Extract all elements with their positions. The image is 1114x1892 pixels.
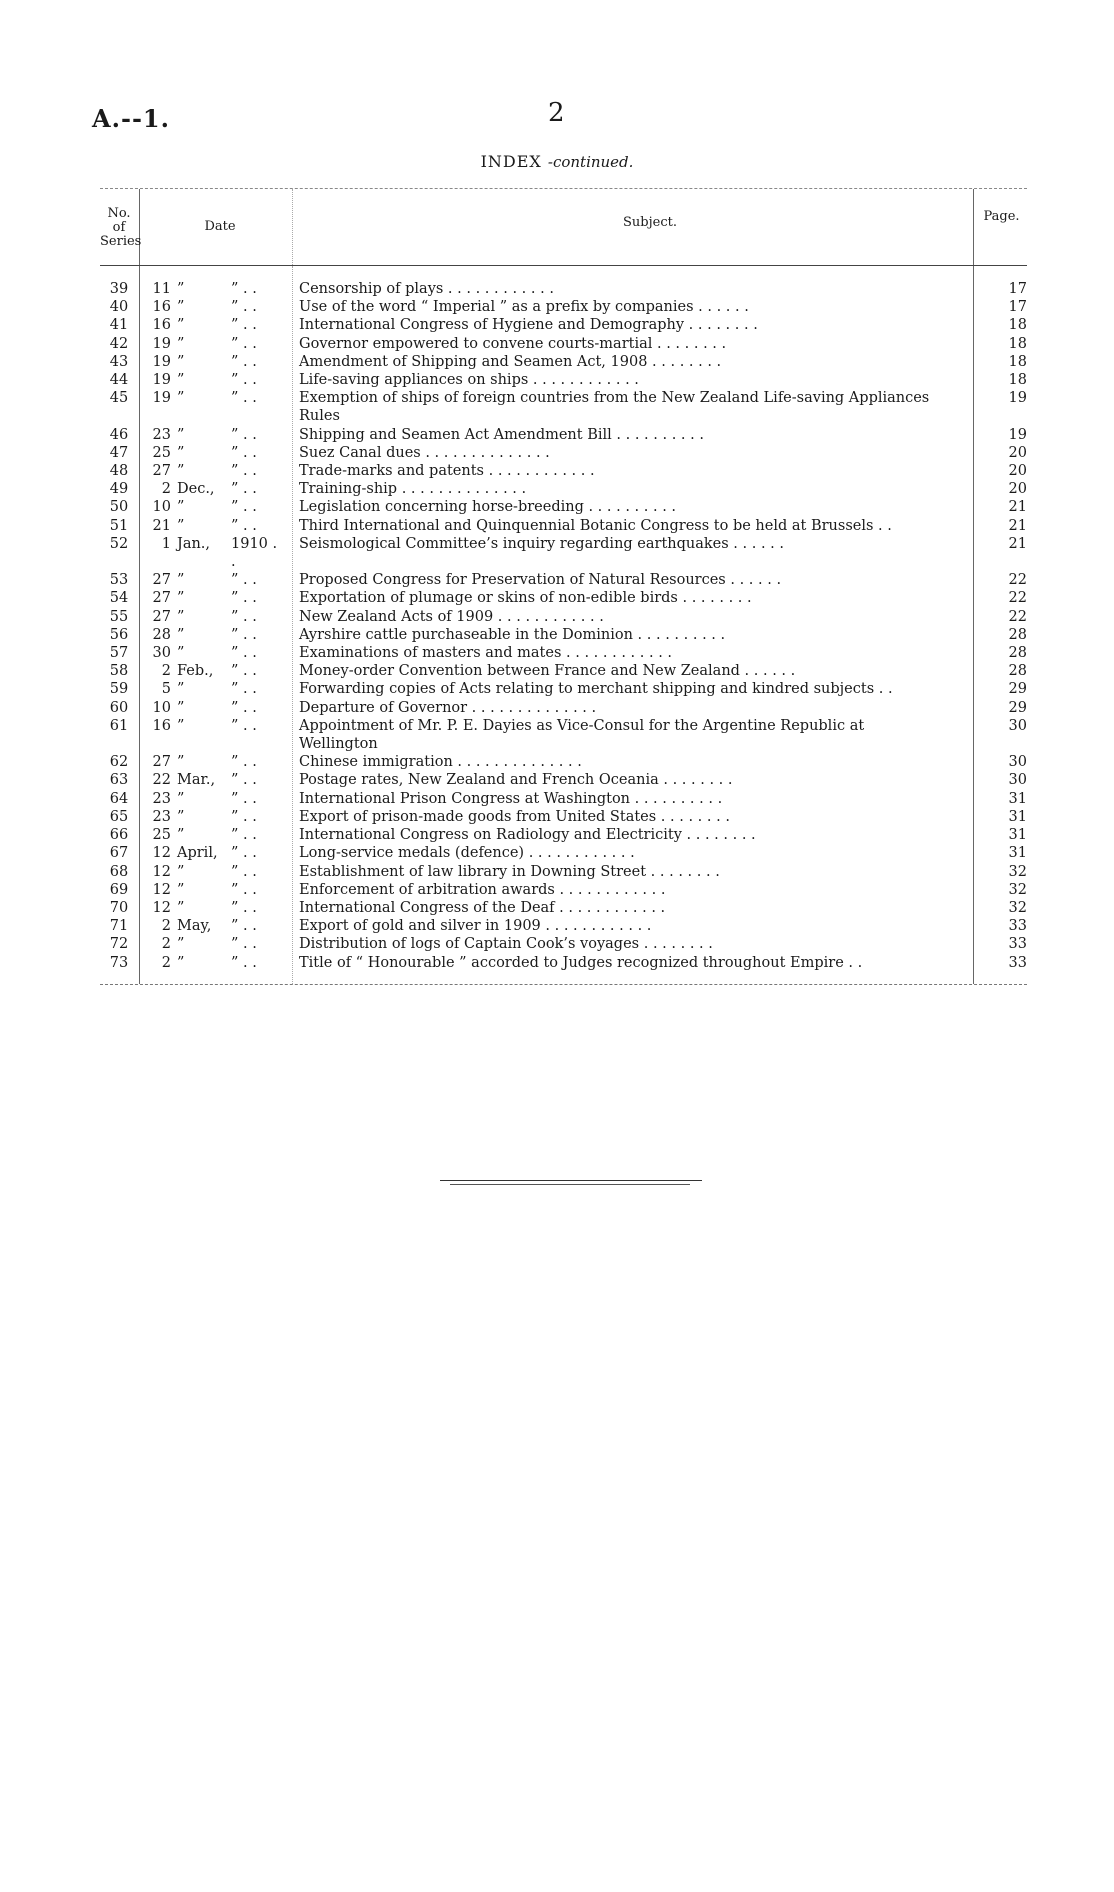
date-day: 23 [152,426,171,443]
page-ref: 21 [1008,499,1027,516]
table-row [100,535,1027,571]
table-body [100,266,1027,985]
subject-text: Proposed Congress for Preservation of Natural Resources . . . . . . [299,572,782,589]
date-month: ” [177,626,185,643]
series-number: 43 [109,353,129,370]
page-ref: 20 [1008,444,1027,461]
date-month: ” [177,645,185,662]
column-divider [139,189,140,265]
subject-text: Postage rates, New Zealand and French Oceania . . . . . . . . [299,772,733,789]
date-year: ” . . [231,936,257,953]
date-month [175,735,231,753]
date-year: ” . . [231,808,257,825]
series-number: 50 [109,499,129,516]
subject-text: International Congress of Hygiene and Demography . . . . . . . . [299,317,758,334]
date-day [146,735,175,753]
date-year: ” . . [231,645,257,662]
date-year: ” . . [231,499,257,516]
page-ref: 20 [1008,463,1027,480]
date-day: 27 [152,608,171,625]
table-row [100,426,1027,444]
page-ref: 18 [1008,372,1027,389]
date-day: 21 [152,517,171,534]
header-no-line: No. [107,206,131,221]
date-month: ” [177,281,185,297]
series-number: 62 [109,754,129,771]
subject-text: Censorship of plays . . . . . . . . . . . . [299,281,554,297]
page-ref: 17 [1008,281,1027,297]
page-ref: 18 [1008,335,1027,352]
date-day: 25 [152,827,171,844]
date-month: ” [177,299,185,316]
date-day: 19 [152,353,171,370]
table-row [100,498,1027,516]
date-month: ” [177,717,185,734]
date-year: ” . . [231,918,257,935]
date-day: 5 [161,681,171,698]
subject-text: Appointment of Mr. P. E. Dayies as Vice-Consul for the Argentine Republic at [299,717,865,734]
date-month: ” [177,863,185,880]
series-number: 73 [109,954,129,971]
subject-text: Departure of Governor . . . . . . . . . . . . . . [299,699,597,716]
date-month: ” [177,444,185,461]
subject-text: Exportation of plumage or skins of non-edible birds . . . . . . . . [299,590,752,607]
subject-text: Export of gold and silver in 1909 . . . . . . . . . . . . [299,918,652,935]
date-day: 12 [152,899,171,916]
date-year: ” . . [231,281,257,297]
date-day: 16 [152,717,171,734]
page-ref: 31 [1008,808,1027,825]
date-day: 19 [152,390,171,407]
date-month: ” [177,499,185,516]
subject-text: Suez Canal dues . . . . . . . . . . . . . . [299,444,550,461]
date-month: ” [177,335,185,352]
date-day: 10 [152,499,171,516]
subject-text: Amendment of Shipping and Seamen Act, 1908 . . . . . . . . [299,353,722,370]
date-year: ” . . [231,608,257,625]
series-number: 44 [109,372,129,389]
date-month: ” [177,936,185,953]
date-day: 27 [152,590,171,607]
date-year: ” . . [231,481,257,498]
date-month: ” [177,463,185,480]
table-row [100,899,1027,917]
subject-text: Examinations of masters and mates . . . . . . . . . . . . [299,645,673,662]
date-day: 23 [152,790,171,807]
date-month: ” [177,808,185,825]
page-ref: 32 [1008,863,1027,880]
series-number: 51 [109,517,129,534]
table-row [100,680,1027,698]
page-ref: 29 [1008,681,1027,698]
title-text: INDEX [480,152,542,171]
date-year: ” . . [231,317,257,334]
table-row [100,844,1027,862]
date-year: ” . . [231,299,257,316]
end-rule [440,1180,702,1181]
date-month: May, [177,918,212,935]
date-year: 1910 . . [231,535,278,571]
page-ref: 22 [1008,590,1027,607]
date-year: ” . . [231,899,257,916]
date-day: 2 [161,936,171,953]
date-day: 12 [152,845,171,862]
table-row [100,699,1027,717]
date-month: Feb., [177,663,214,680]
series-number: 56 [109,626,129,643]
page-ref: 31 [1008,790,1027,807]
date-day: 16 [152,299,171,316]
date-month [175,407,231,425]
date-month: ” [177,353,185,370]
date-year: ” . . [231,772,257,789]
date-year: ” . . [231,626,257,643]
subject-text: International Prison Congress at Washington . . . . . . . . . . [299,790,723,807]
series-number: 49 [109,481,129,498]
column-divider [292,189,293,265]
date-day: 22 [152,772,171,789]
subject-text: Third International and Quinquennial Botanic Congress to be held at Brussels . . [299,517,892,534]
series-number: 66 [109,827,129,844]
page-ref: 29 [1008,699,1027,716]
subject-text: Rules [299,408,340,425]
date-year: ” . . [231,335,257,352]
series-number: 39 [109,281,129,297]
series-number: 72 [109,936,129,953]
date-day [146,407,175,425]
date-month: ” [177,790,185,807]
series-number: 55 [109,608,129,625]
series-number: 64 [109,790,129,807]
date-month: ” [177,699,185,716]
subject-text: Long-service medals (defence) . . . . . . . . . . . . [299,845,635,862]
index-table [100,188,1027,985]
page-title [0,152,1114,171]
page-ref: 30 [1008,717,1027,734]
date-year: ” . . [231,845,257,862]
series-number: 63 [109,772,129,789]
series-number: 58 [109,663,129,680]
column-divider [973,189,974,265]
date-day: 12 [152,863,171,880]
date-month: Mar., [177,772,216,789]
table-row [100,753,1027,771]
table-row [100,771,1027,789]
date-day: 2 [161,663,171,680]
table-row [100,589,1027,607]
table-row [100,335,1027,353]
subject-text: International Congress on Radiology and Electricity . . . . . . . . [299,827,756,844]
series-number: 41 [109,317,129,334]
date-month: April, [177,845,218,862]
header-no-line: Series [100,234,142,249]
date-year: ” . . [231,717,257,734]
date-month: ” [177,681,185,698]
series-number: 40 [109,299,129,316]
date-year: ” . . [231,954,257,971]
date-month: ” [177,954,185,971]
date-day: 2 [161,918,171,935]
series-number: 42 [109,335,129,352]
page-ref: 28 [1008,663,1027,680]
table-row [100,808,1027,826]
series-number: 71 [109,918,129,935]
date-day: 2 [161,954,171,971]
date-year: ” . . [231,517,257,534]
series-number: 70 [109,899,129,916]
table-header [100,188,1027,266]
date-day: 12 [152,881,171,898]
table-row [100,626,1027,644]
page-ref: 33 [1008,936,1027,953]
series-number: 67 [109,845,129,862]
page-ref: 33 [1008,954,1027,971]
date-year: ” . . [231,390,257,407]
table-row [100,881,1027,899]
table-row [100,353,1027,371]
date-month: ” [177,881,185,898]
date-month: ” [177,372,185,389]
date-day: 27 [152,754,171,771]
date-year: ” . . [231,790,257,807]
page-ref: 30 [1008,754,1027,771]
title-suffix: -continued. [547,153,634,171]
page-ref: 19 [1008,390,1027,407]
page-ref: 31 [1008,827,1027,844]
table-row [100,444,1027,462]
page-ref: 28 [1008,645,1027,662]
subject-text: Forwarding copies of Acts relating to merchant shipping and kindred subjects . . [299,681,893,698]
page-ref [968,735,1027,753]
table-row [100,662,1027,680]
date-day: 23 [152,808,171,825]
table-row [100,935,1027,953]
subject-text: Money-order Convention between France and New Zealand . . . . . . [299,663,796,680]
page-ref: 20 [1008,481,1027,498]
date-day: 1 [161,535,171,552]
series-number: 52 [109,535,129,552]
date-month: ” [177,572,185,589]
date-month: ” [177,390,185,407]
series-number: 48 [109,463,129,480]
date-day: 11 [152,281,171,297]
header-series-number [100,206,142,249]
date-month: Dec., [177,481,215,498]
document-id: A.--1. [92,104,170,133]
end-rule [450,1184,690,1185]
date-year: ” . . [231,827,257,844]
subject-text: Use of the word “ Imperial ” as a prefix by companies . . . . . . [299,299,749,316]
date-year [231,407,285,425]
table-row [100,389,1027,407]
date-year: ” . . [231,572,257,589]
table-row [100,316,1027,334]
table-row [100,954,1027,972]
series-number [100,735,138,753]
subject-text: Governor empowered to convene courts-martial . . . . . . . . [299,335,727,352]
table-row [100,280,1027,298]
subject-text: Seismological Committee’s inquiry regarding earthquakes . . . . . . [299,535,784,552]
table-row [100,298,1027,316]
page-ref: 30 [1008,772,1027,789]
subject-text: Wellington [299,736,378,753]
series-number [100,407,138,425]
date-day: 25 [152,444,171,461]
page-ref: 22 [1008,608,1027,625]
page-ref: 32 [1008,899,1027,916]
subject-text: Establishment of law library in Downing Street . . . . . . . . [299,863,720,880]
table-row [100,717,1027,735]
table-row [100,644,1027,662]
date-month: ” [177,899,185,916]
date-year: ” . . [231,754,257,771]
series-number: 46 [109,426,129,443]
header-no-line: of [112,220,126,235]
date-day: 30 [152,645,171,662]
date-month: ” [177,608,185,625]
date-year [231,735,285,753]
table-row [100,826,1027,844]
date-year: ” . . [231,463,257,480]
page-ref: 28 [1008,626,1027,643]
date-day: 19 [152,372,171,389]
date-year: ” . . [231,426,257,443]
series-number: 68 [109,863,129,880]
table-row [100,571,1027,589]
date-month: ” [177,426,185,443]
subject-text: Ayrshire cattle purchaseable in the Dominion . . . . . . . . . . [299,626,726,643]
date-month: ” [177,317,185,334]
subject-text: Shipping and Seamen Act Amendment Bill . . . . . . . . . . [299,426,704,443]
header-page: Page. [983,209,1020,224]
date-year: ” . . [231,699,257,716]
date-day: 16 [152,317,171,334]
page-ref [968,407,1027,425]
series-number: 61 [109,717,129,734]
date-month: ” [177,517,185,534]
table-row [100,480,1027,498]
page-ref: 21 [1008,535,1027,552]
date-year: ” . . [231,881,257,898]
header-date: Date [204,219,236,234]
subject-text: New Zealand Acts of 1909 . . . . . . . . . . . . [299,608,604,625]
subject-text: Legislation concerning horse-breeding . . . . . . . . . . [299,499,677,516]
series-number: 60 [109,699,129,716]
date-year: ” . . [231,663,257,680]
page-ref: 31 [1008,845,1027,862]
subject-text: Training-ship . . . . . . . . . . . . . . [299,481,527,498]
series-number: 54 [109,590,129,607]
date-year: ” . . [231,863,257,880]
series-number: 57 [109,645,129,662]
date-month: ” [177,754,185,771]
subject-text: Exemption of ships of foreign countries from the New Zealand Life-saving Appliances [299,390,930,407]
subject-text: Life-saving appliances on ships . . . . . . . . . . . . [299,372,639,389]
table-row [100,608,1027,626]
table-row [100,407,1027,425]
page-number: 2 [548,98,565,128]
subject-text: Distribution of logs of Captain Cook’s voyages . . . . . . . . [299,936,713,953]
table-row [100,917,1027,935]
date-month: Jan., [177,535,211,552]
page-ref: 22 [1008,572,1027,589]
date-year: ” . . [231,590,257,607]
subject-text: International Congress of the Deaf . . . . . . . . . . . . [299,899,666,916]
page-ref: 19 [1008,426,1027,443]
table-row [100,863,1027,881]
table-row [100,371,1027,389]
series-number: 69 [109,881,129,898]
series-number: 65 [109,808,129,825]
date-month: ” [177,590,185,607]
date-year: ” . . [231,353,257,370]
date-year: ” . . [231,444,257,461]
date-year: ” . . [231,681,257,698]
page-ref: 17 [1008,299,1027,316]
table-row [100,462,1027,480]
subject-text: Trade-marks and patents . . . . . . . . . . . . [299,463,595,480]
table-row [100,517,1027,535]
page-ref: 33 [1008,918,1027,935]
date-day: 2 [161,481,171,498]
series-number: 47 [109,444,129,461]
date-day: 27 [152,463,171,480]
table-row [100,735,1027,753]
subject-text: Title of “ Honourable ” accorded to Judges recognized throughout Empire . . [299,954,863,971]
date-month: ” [177,827,185,844]
page-ref: 21 [1008,517,1027,534]
series-number: 59 [109,681,129,698]
table-row [100,790,1027,808]
page-ref: 18 [1008,317,1027,334]
date-day: 10 [152,699,171,716]
header-subject: Subject. [623,215,677,230]
subject-text: Chinese immigration . . . . . . . . . . . . . . [299,754,582,771]
date-day: 27 [152,572,171,589]
page-ref: 18 [1008,353,1027,370]
page-ref: 32 [1008,881,1027,898]
date-year: ” . . [231,372,257,389]
subject-text: Enforcement of arbitration awards . . . . . . . . . . . . [299,881,666,898]
date-day: 28 [152,626,171,643]
series-number: 53 [109,572,129,589]
series-number: 45 [109,390,129,407]
date-day: 19 [152,335,171,352]
subject-text: Export of prison-made goods from United States . . . . . . . . [299,808,730,825]
